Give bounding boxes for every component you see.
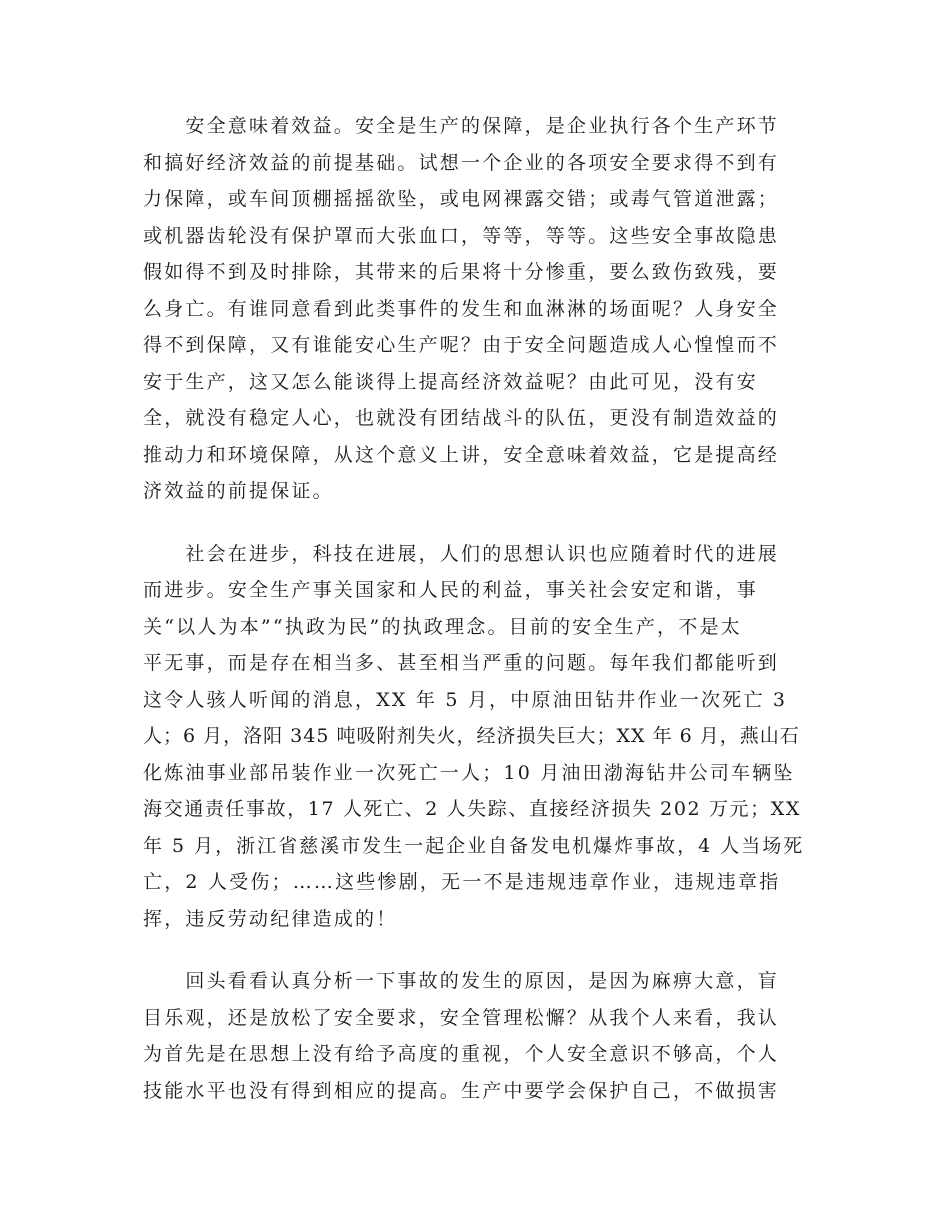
paragraph-line: 济效益的前提保证。 <box>143 480 334 502</box>
paragraph-accident-analysis <box>143 963 805 1109</box>
paragraph-line: 回头看看认真分析一下事故的发生的原因，是因为麻痹大意，盲 <box>143 970 780 992</box>
paragraph-line: 为首先是在思想上没有给予高度的重视，个人安全意识不够高，个人 <box>143 1043 780 1065</box>
paragraph-line: 或机器齿轮没有保护罩而大张血口，等等，等等。这些安全事故隐患 <box>143 224 780 247</box>
paragraph-line: 年 5 月，浙江省慈溪市发生一起企业自备发电机爆炸事故，4 人当场死 <box>143 834 805 857</box>
paragraph-line: 目乐观，还是放松了安全要求，安全管理松懈？从我个人来看，我认 <box>143 1006 780 1029</box>
paragraph-line: 挥，违反劳动纪律造成的！ <box>143 907 398 930</box>
paragraph-line: 假如得不到及时排除，其带来的后果将十分惨重，要么致伤致残，要 <box>143 261 780 283</box>
paragraph-line: 而进步。安全生产事关国家和人民的利益，事关社会安定和谐，事 <box>143 579 758 601</box>
paragraph-line: 全，就没有稳定人心，也就没有团结战斗的队伍，更没有制造效益的 <box>143 407 780 429</box>
paragraph-line: 人；6 月，洛阳 345 吨吸附剂失火，经济损失巨大；XX 年 6 月，燕山石 <box>143 725 800 747</box>
paragraph-line: 么身亡。有谁同意看到此类事件的发生和血淋淋的场面呢？人身安全 <box>143 297 780 320</box>
document-body <box>143 108 805 1135</box>
paragraph-line: 和搞好经济效益的前提基础。试想一个企业的各项安全要求得不到有 <box>143 151 780 174</box>
paragraph-line: 海交通责任事故，17 人死亡、2 人失踪、直接经济损失 202 万元；XX <box>143 798 801 820</box>
paragraph-line: 这令人骇人听闻的消息，XX 年 5 月，中原油田钻井作业一次死亡 3 <box>143 688 788 711</box>
paragraph-line: 安于生产，这又怎么能谈得上提高经济效益呢？由此可见，没有安 <box>143 370 758 393</box>
paragraph-line: 平无事，而是存在相当多、甚至相当严重的问题。每年我们都能听到 <box>143 652 780 674</box>
paragraph-line: 化炼油事业部吊装作业一次死亡一人；10 月油田渤海钻井公司车辆坠 <box>143 761 795 784</box>
paragraph-line: 力保障，或车间顶棚摇摇欲坠，或电网裸露交错；或毒气管道泄露； <box>143 188 780 210</box>
paragraph-safety-means-benefit <box>143 108 805 510</box>
paragraph-social-progress <box>143 536 805 938</box>
paragraph-line: 得不到保障，又有谁能安心生产呢？由于安全问题造成人心惶惶而不 <box>143 334 780 356</box>
paragraph-line: 亡，2 人受伤；……这些惨剧，无一不是违规违章作业，违规违章指 <box>143 871 781 893</box>
paragraph-line: 推动力和环境保障，从这个意义上讲，安全意味着效益，它是提高经 <box>143 443 780 466</box>
paragraph-line: 技能水平也没有得到相应的提高。生产中要学会保护自己，不做损害 <box>143 1079 780 1102</box>
paragraph-line: 关“以人为本”“执政为民”的执政理念。目前的安全生产，不是太 <box>143 615 742 638</box>
paragraph-line: 安全意味着效益。安全是生产的保障，是企业执行各个生产环节 <box>143 115 780 137</box>
paragraph-line: 社会在进步，科技在进展，人们的思想认识也应随着时代的进展 <box>143 542 780 565</box>
